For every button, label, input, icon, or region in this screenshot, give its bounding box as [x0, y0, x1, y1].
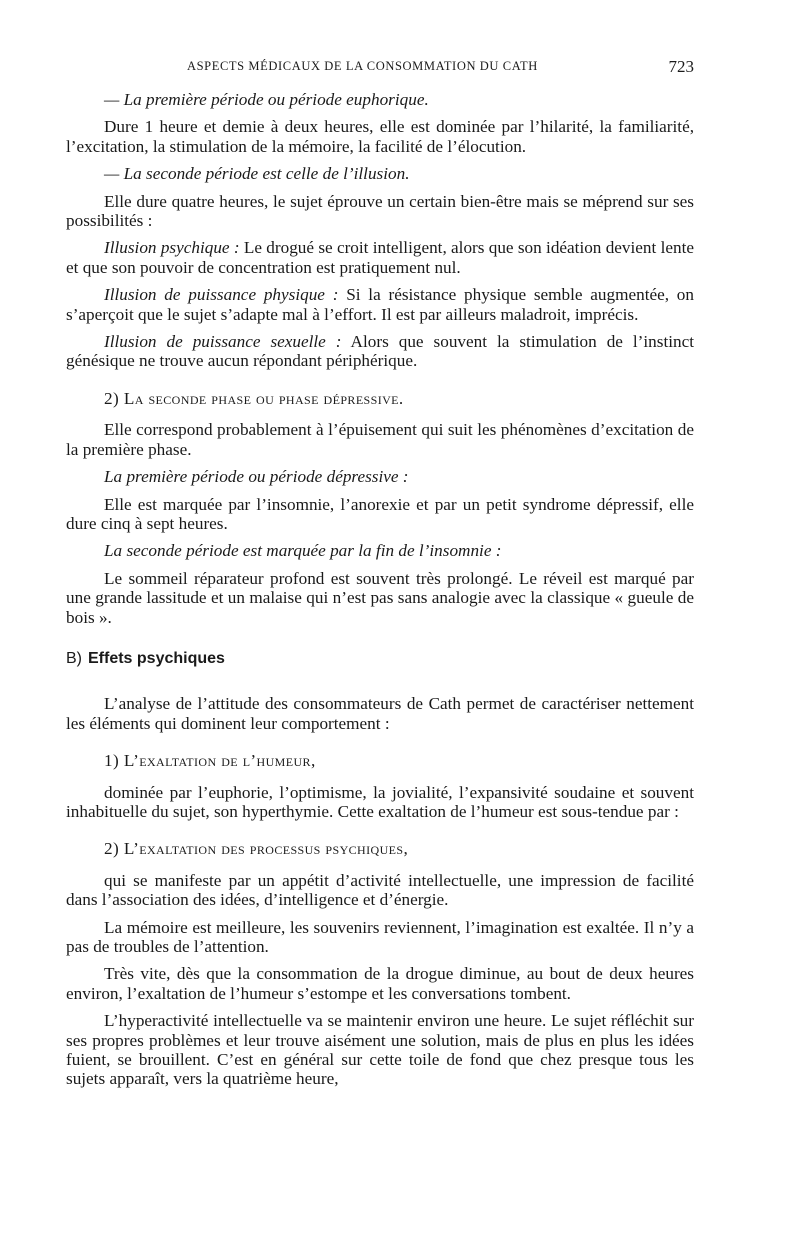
- subheading-psychic-exaltation: 2) L’exaltation des processus psychiques,: [104, 839, 409, 859]
- term-label: Illusion de puissance sexuelle :: [104, 332, 342, 352]
- paragraph: L’analyse de l’attitude des consommateurs de Cath permet de caractériser nettement les éléments qui dominent leur comportement :: [66, 694, 694, 733]
- page-header: [66, 57, 694, 81]
- paragraph: Très vite, dès que la consommation de la drogue diminue, au bout de deux heures environ, l’exaltation de l’humeur s’estompe et les conversations tombent.: [66, 964, 694, 1003]
- paragraph: Dure 1 heure et demie à deux heures, elle est dominée par l’hilarité, la familiarité, l’excitation, la stimulation de la mémoire, la facilité de l’élocution.: [66, 117, 694, 156]
- paragraph: La mémoire est meilleure, les souvenirs reviennent, l’imagination est exaltée. Il n’y a pas de troubles de l’attention.: [66, 917, 694, 956]
- page-number: 723: [668, 57, 694, 76]
- paragraph-euphoric-period: — La première période ou période euphorique.: [104, 90, 429, 109]
- section-heading: [66, 649, 694, 668]
- subheading-mood-exaltation: 1) L’exaltation de l’humeur,: [104, 751, 316, 771]
- running-title: ASPECTS MÉDICAUX DE LA CONSOMMATION DU CATH: [187, 59, 538, 73]
- term-text: Le drogué se croit intelligent, alors que son idéation devient lente et que son pouvoir de concentration est pratiquement nul.: [66, 238, 694, 277]
- body-text: [66, 90, 694, 1097]
- paragraph: Le sommeil réparateur profond est souvent très prolongé. Le réveil est marqué par une grande lassitude et un malaise qui n’est pas sans analogie avec la classique « gueule de bois ».: [66, 568, 694, 627]
- paragraph: dominée par l’euphorie, l’optimisme, la jovialité, l’expansivité soudaine et souvent inhabituelle du sujet, son hyperthymie. Cette exaltation de l’humeur est sous-tendue par :: [66, 782, 694, 821]
- term-label: Illusion de puissance physique :: [104, 285, 339, 305]
- paragraph: Elle est marquée par l’insomnie, l’anorexie et par un petit syndrome dépressif, elle dure cinq à sept heures.: [66, 494, 694, 533]
- subheading-depressive-phase: 2) La seconde phase ou phase dépressive.: [104, 388, 404, 408]
- paragraph: Elle correspond probablement à l’épuisement qui suit les phénomènes d’excitation de la première phase.: [66, 420, 694, 459]
- paragraph: Elle dure quatre heures, le sujet éprouve un certain bien-être mais se méprend sur ses possibilités :: [66, 191, 694, 231]
- term-text: Si la résistance physique semble augmentée, on s’aperçoit que le sujet s’adapte mal à l’effort. Il est par ailleurs maladroit, imprécis.: [66, 285, 694, 324]
- paragraph-depressive-period: La première période ou période dépressive :: [104, 467, 409, 487]
- paragraph-end-insomnia: La seconde période est marquée par la fin de l’insomnie :: [104, 541, 502, 561]
- paragraph: L’hyperactivité intellectuelle va se maintenir environ une heure. Le sujet réfléchit sur ses propres problèmes et leur trouve aisément une solution, mais de plus en plus les idées fuient, se brouillent. C’est en général sur cette toile de fond que chez presque tous les sujets apparaît, vers la quatrième heure,: [66, 1011, 694, 1089]
- term-text: Alors que souvent la stimulation de l’instinct génésique ne trouve aucun répondant périphérique.: [66, 332, 694, 371]
- paragraph-illusion-sexuelle: [66, 332, 694, 371]
- paragraph-illusion-psychique: [66, 238, 694, 277]
- section-title: Effets psychiques: [88, 649, 225, 667]
- term-label: Illusion psychique :: [104, 238, 240, 258]
- paragraph-illusion-physique: [66, 285, 694, 324]
- section-letter: B): [66, 649, 82, 667]
- paragraph-illusion-period: — La seconde période est celle de l’illusion.: [104, 164, 410, 184]
- paragraph: qui se manifeste par un appétit d’activité intellectuelle, une impression de facilité dans l’association des idées, d’intelligence et d’énergie.: [66, 870, 694, 910]
